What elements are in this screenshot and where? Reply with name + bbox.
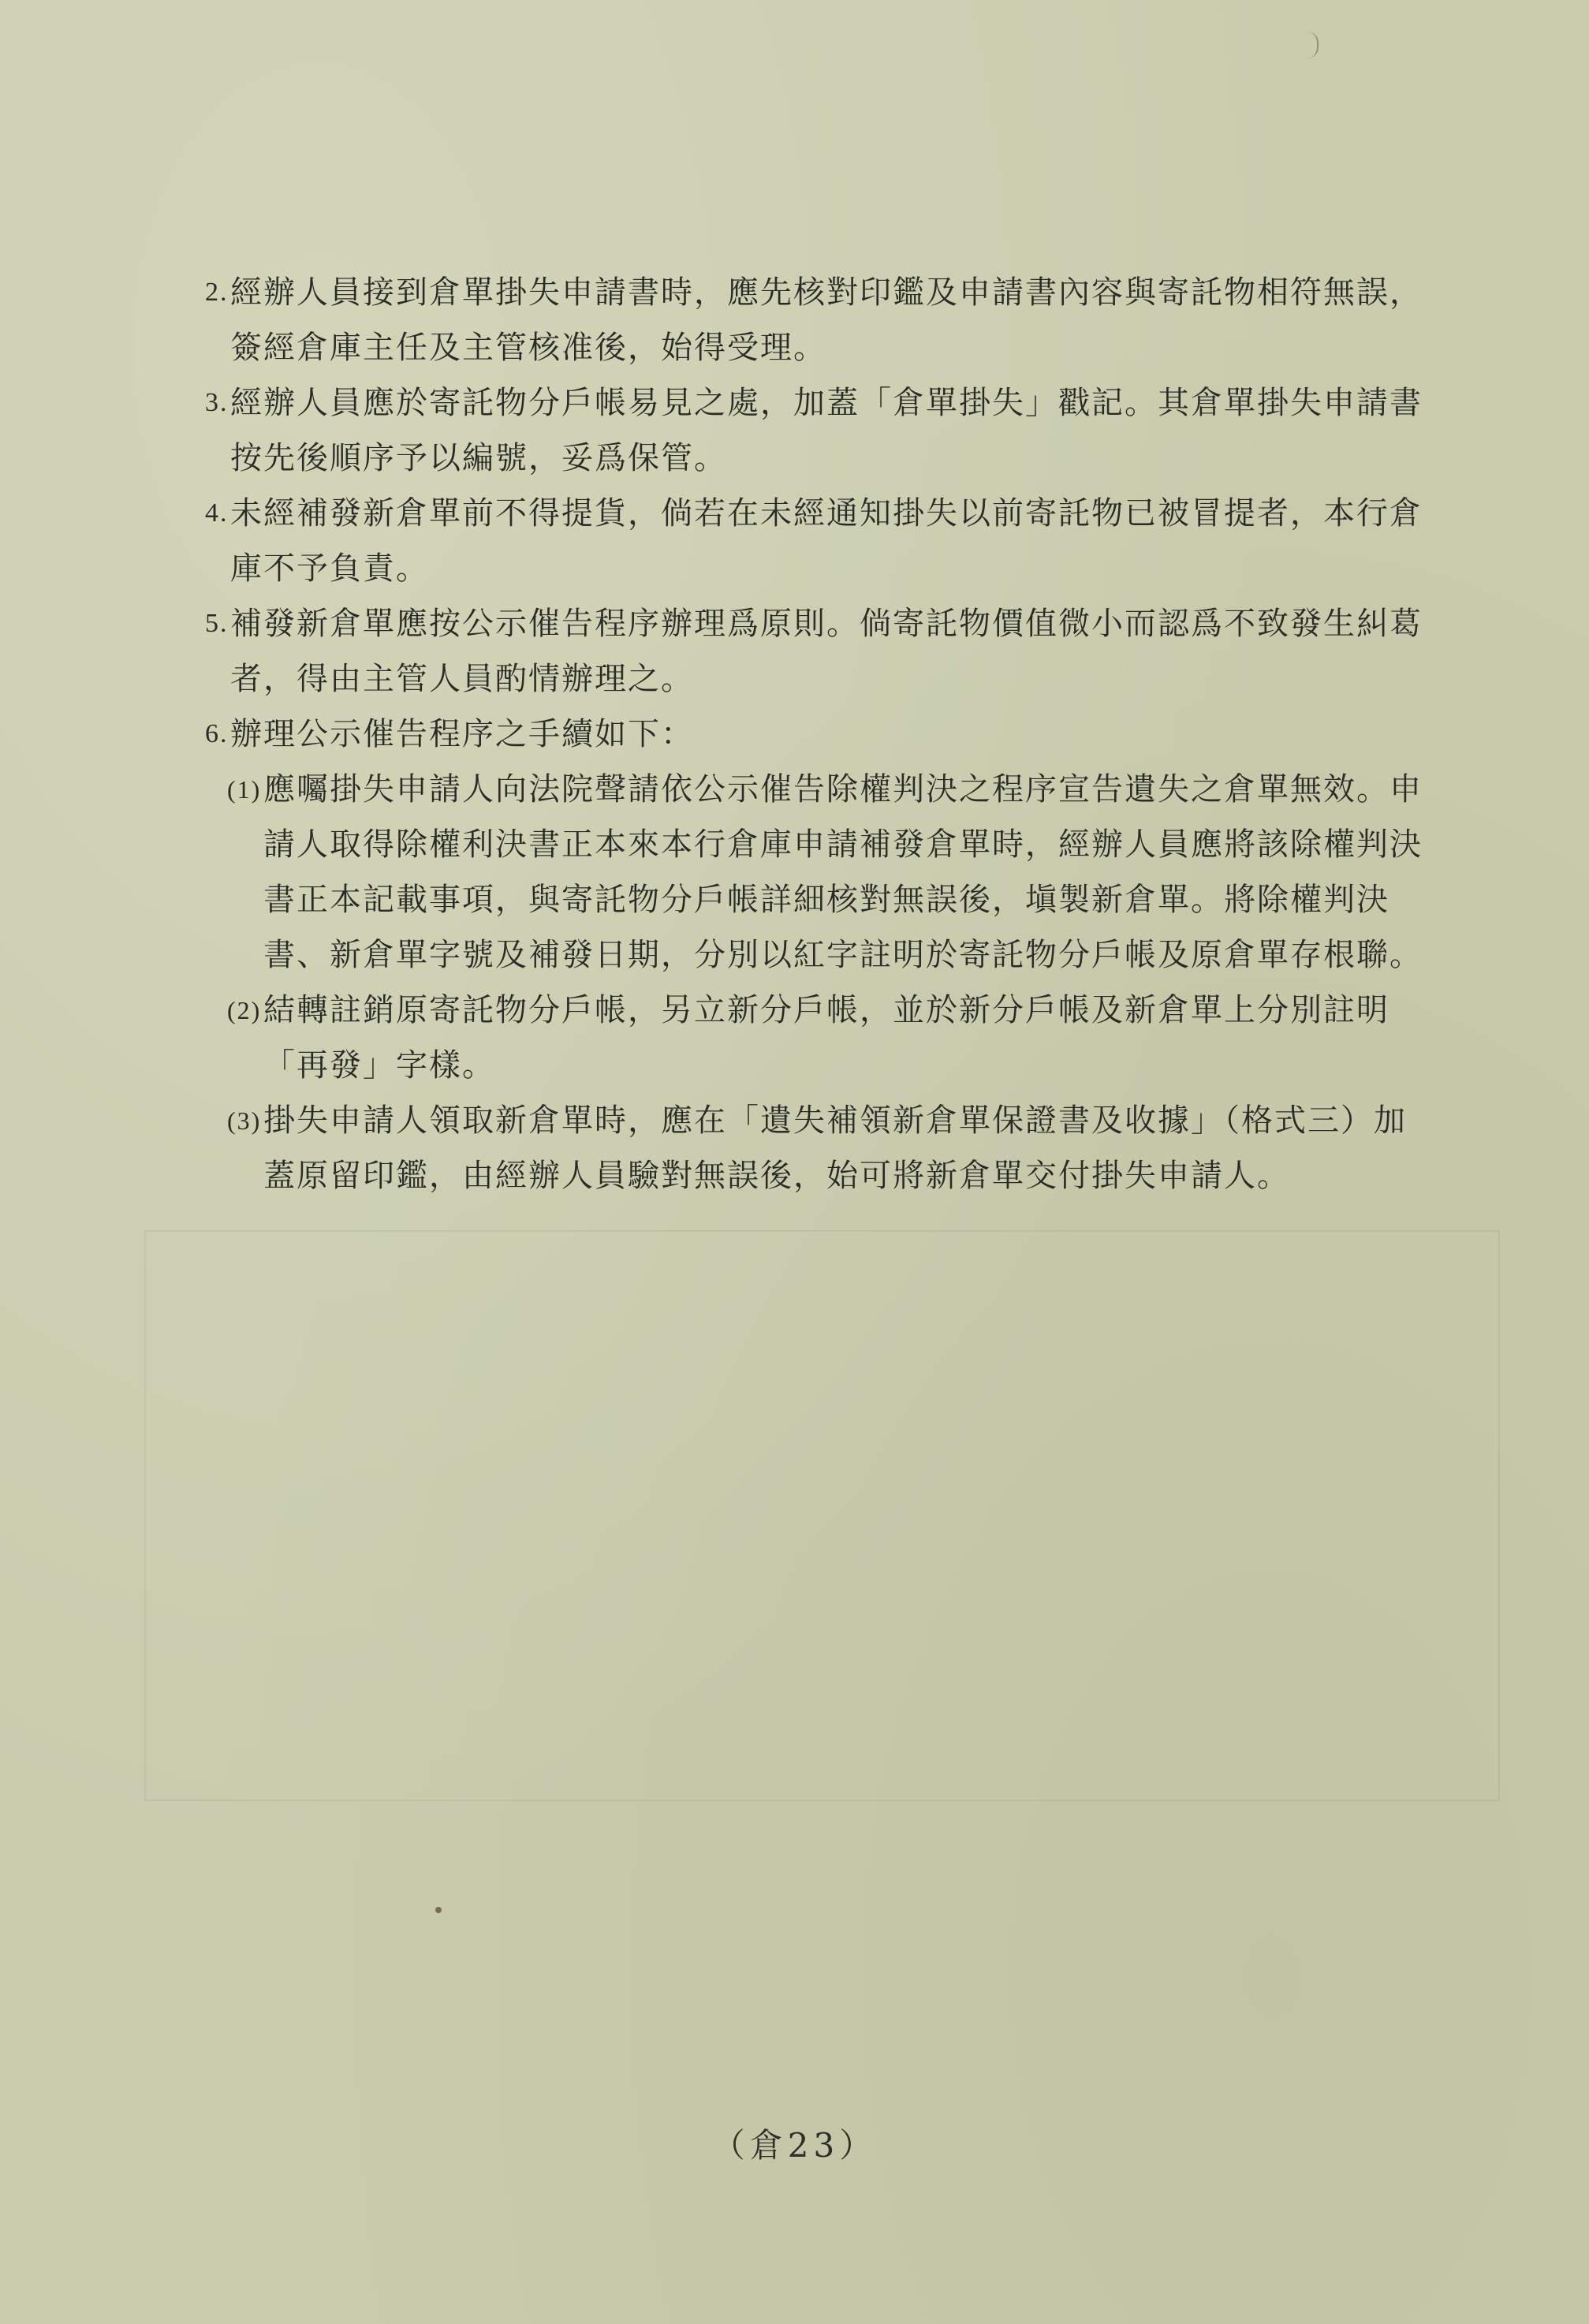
- item-number: 2.: [205, 278, 229, 307]
- list-item: [205, 596, 1435, 707]
- sub-item-text: 結轉註銷原寄託物分戶帳，另立新分戶帳，並於新分戶帳及新倉單上分別註明「再發」字樣。: [263, 992, 1389, 1084]
- sub-item-number: (1): [227, 775, 262, 804]
- item-number: 5.: [205, 609, 229, 638]
- item-number: 4.: [205, 498, 229, 528]
- paper-mark: [1306, 32, 1319, 58]
- show-through-frame: [144, 1230, 1500, 1801]
- sub-list-item: [205, 762, 1435, 983]
- sub-item-text: 應囑掛失申請人向法院聲請依公示催告除權判決之程序宣告遺失之倉單無效。申請人取得除權利決書正本來本行倉庫申請補發倉單時，經辦人員應將該除權判決書正本記載事項，與寄託物分戶帳詳細核對無誤後，塡製新倉單。將除權判決書、新倉單字號及補發日期，分別以紅字註明於寄託物分戶帳及原倉單存根聯。: [263, 771, 1423, 973]
- paper-speck: [435, 1907, 442, 1913]
- item-text: 經辦人員接到倉單掛失申請書時，應先核對印鑑及申請書內容與寄託物相符無誤，簽經倉庫主任及主管核准後，始得受理。: [230, 274, 1423, 366]
- item-text: 辦理公示催告程序之手續如下：: [230, 716, 694, 752]
- sub-item-number: (2): [227, 996, 262, 1024]
- page-number: （倉23）: [711, 2126, 878, 2165]
- document-body: [205, 265, 1435, 1203]
- list-item: [205, 265, 1435, 375]
- item-text: 經辦人員應於寄託物分戶帳易見之處，加蓋「倉單掛失」戳記。其倉單掛失申請書按先後順序予以編號，妥爲保管。: [230, 385, 1423, 476]
- item-text: 未經補發新倉單前不得提貨，倘若在未經通知掛失以前寄託物已被冒提者，本行倉庫不予負責。: [230, 495, 1423, 587]
- list-item: [205, 486, 1435, 596]
- item-number: 3.: [205, 388, 229, 417]
- item-text: 補發新倉單應按公示催告程序辦理爲原則。倘寄託物價值微小而認爲不致發生糾葛者，得由主管人員酌情辦理之。: [230, 606, 1423, 697]
- list-item: [205, 707, 1435, 762]
- sub-item-number: (3): [227, 1106, 262, 1135]
- sub-list-item: [205, 983, 1435, 1093]
- sub-item-text: 掛失申請人領取新倉單時，應在「遺失補領新倉單保證書及收據」（格式三）加蓋原留印鑑，由經辦人員驗對無誤後，始可將新倉單交付掛失申請人。: [263, 1102, 1407, 1194]
- list-item: [205, 375, 1435, 486]
- item-number: 6.: [205, 719, 229, 748]
- sub-list-item: [205, 1093, 1435, 1203]
